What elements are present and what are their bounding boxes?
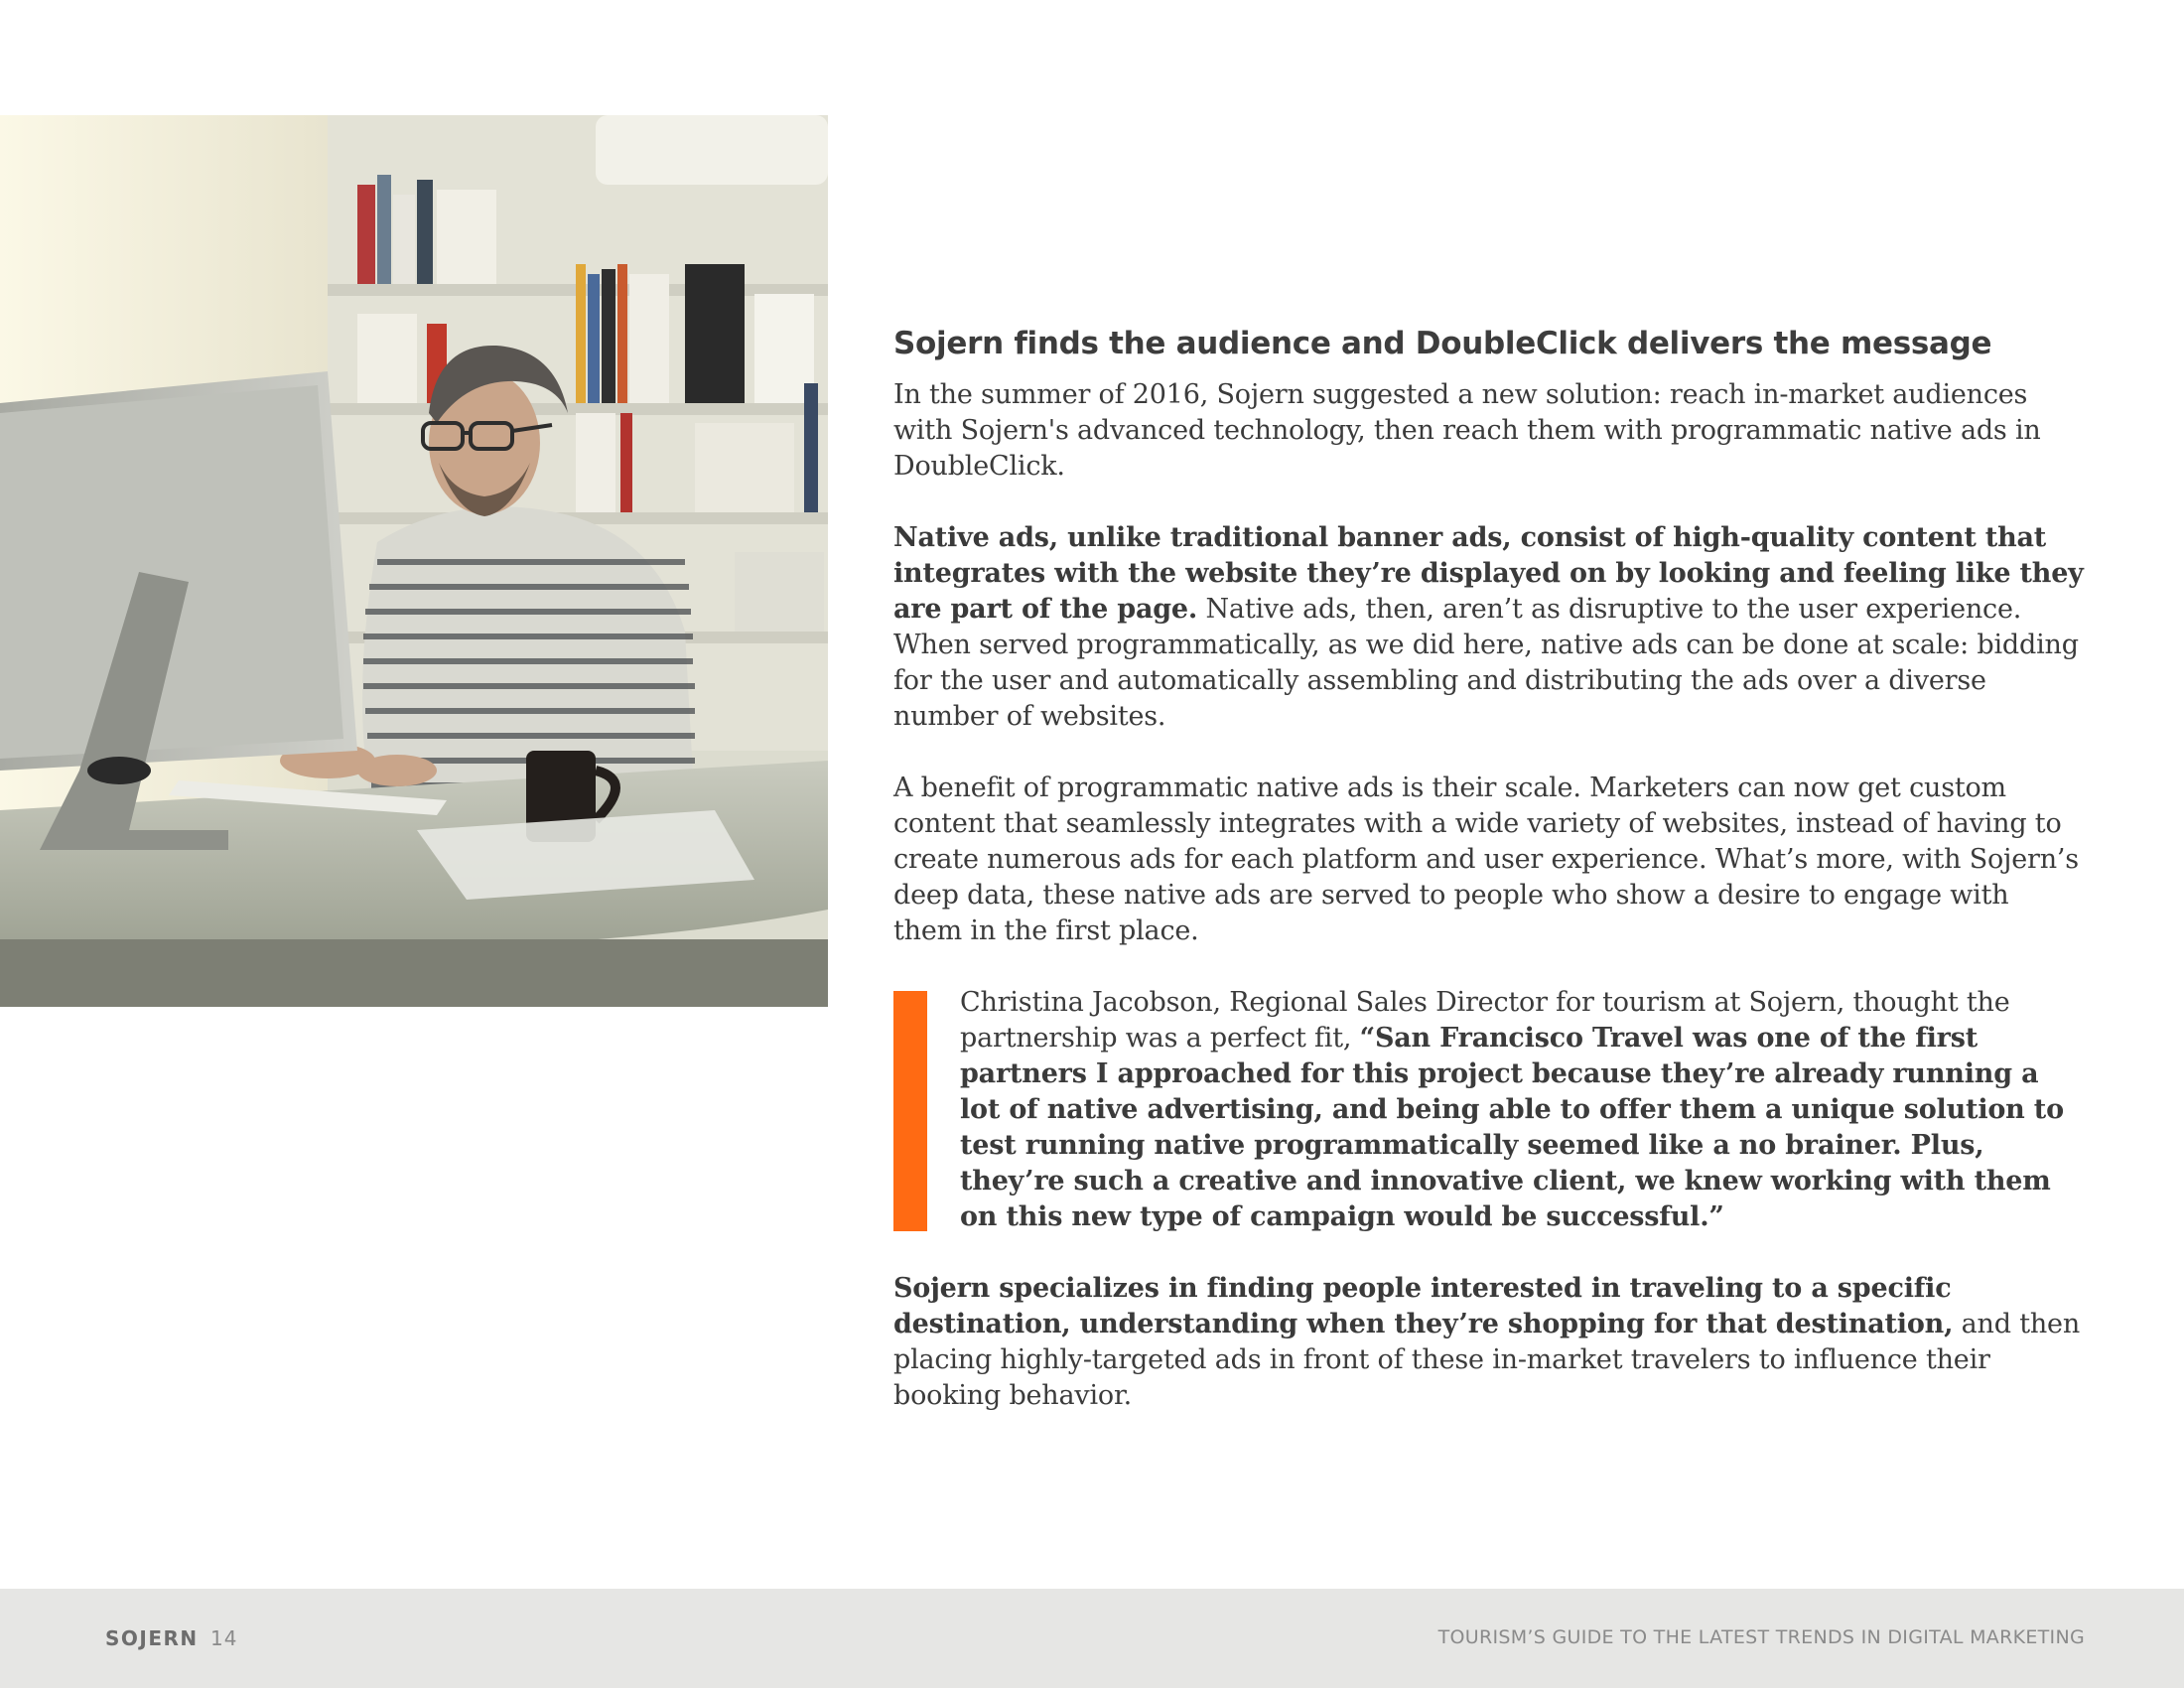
hero-photo bbox=[0, 115, 828, 1007]
pull-quote bbox=[893, 985, 2085, 1235]
article-body bbox=[893, 324, 2085, 1450]
paragraph-specializes bbox=[893, 1271, 2085, 1414]
quote-accent-bar bbox=[893, 991, 927, 1231]
paragraph-benefit bbox=[893, 771, 2085, 949]
paragraph-intro-text: In the summer of 2016, Sojern suggested a new solution: reach in-market audiences with Sojern's advanced technology, then reach them with programmatic native ads in DoubleClick. bbox=[893, 379, 2041, 482]
specializes-bold-text: Sojern specializes in finding people interested in traveling to a specific destination, understanding when they’re shopping for that destination, bbox=[893, 1273, 1954, 1339]
quote-bold: “San Francisco Travel was one of the first partners I approached for this project because they’re already running a lot of native advertising, and being able to offer them a unique solution to test running native programmatically seemed like a no brainer. Plus, they’re such a creative and innovative client, we knew working with them on this new type of campaign would be successful.” bbox=[960, 1023, 2064, 1232]
benefit-text: A benefit of programmatic native ads is their scale. Marketers can now get custom content that seamlessly integrates with a wide variety of websites, instead of having to create numerous ads for each platform and user experience. What’s more, with Sojern’s deep data, these native ads are served to people who show a desire to engage with them in the first place. bbox=[893, 773, 2079, 946]
quote-intro: Christina Jacobson, Regional Sales Director for tourism at Sojern, thought the partnership was a perfect fit, bbox=[960, 987, 2010, 1054]
native-ads-bold-text: Native ads, unlike traditional banner ads, consist of high-quality content that integrates with the website they’re displayed on by looking and feeling like they are part of the page. bbox=[893, 522, 2084, 625]
native-ads-text: Native ads, then, aren’t as disruptive to the user experience. When served programmatically, as we did here, native ads can be done at scale: bidding for the user and automatically assembling and distributing the ads over a diverse number of websites. bbox=[893, 594, 2079, 732]
page-footer bbox=[0, 1589, 2184, 1688]
quote-text bbox=[960, 985, 2085, 1235]
page-number: 14 bbox=[210, 1626, 238, 1650]
paragraph-native-ads bbox=[893, 520, 2085, 735]
footer-guide-title: TOURISM’S GUIDE TO THE LATEST TRENDS IN DIGITAL MARKETING bbox=[1437, 1626, 2085, 1648]
specializes-text: and then placing highly-targeted ads in front of these in-market travelers to influence their booking behavior. bbox=[893, 1309, 2081, 1411]
paragraph-intro bbox=[893, 377, 2085, 485]
footer-brand: SOJERN bbox=[105, 1626, 199, 1650]
article-heading: Sojern finds the audience and DoubleClick delivers the message bbox=[893, 326, 1992, 361]
